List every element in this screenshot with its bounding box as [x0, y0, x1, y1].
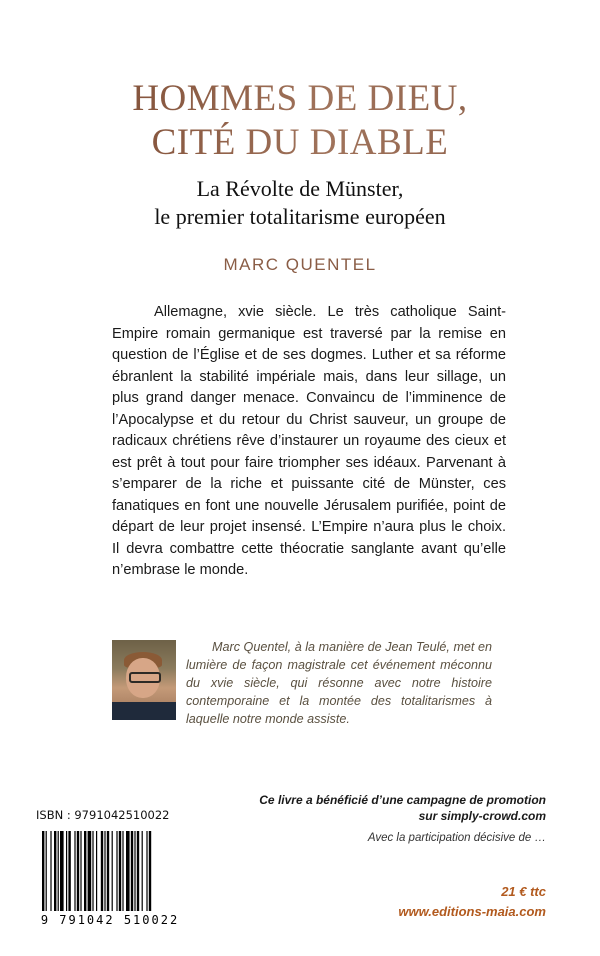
author-name: MARC QUENTEL [223, 255, 377, 274]
publisher-website: www.editions-maia.com [398, 904, 546, 919]
author-bio: Marc Quentel, à la manière de Jean Teulé, met en lumière de façon magistrale cet événement méconnu du xvie siècle, qui résonne avec notre histoire contemporaine et la montée des totalitarismes à laquelle notre monde assiste. [186, 640, 492, 726]
isbn-barcode [36, 829, 184, 930]
price-label: 21 € ttc [501, 884, 546, 899]
author-photo [112, 640, 176, 720]
promotion-line-1: Ce livre a bénéficié d’une campagne de promotion [259, 793, 546, 807]
subtitle-line-1: La Révolte de Münster, [196, 176, 404, 201]
book-title-line-2: CITÉ DU DIABLE [0, 121, 600, 164]
promotion-note [259, 792, 546, 824]
subtitle-line-2: le premier totalitarisme européen [154, 204, 446, 229]
promotion-line-2: sur simply-crowd.com [418, 809, 546, 823]
synopsis-paragraph: Allemagne, xvie siècle. Le très catholique Saint-Empire romain germanique est traversé par la remise en question de l’Église et de ses dogmes. Luther et sa réforme ébranlent la stabilité impériale mais, dans leur sillage, un plus grand danger menace. Convaincu de l’imminence de l’Apocalypse et du retour du Christ sauveur, un groupe de radicaux chrétiens rêve d’instaurer un royaume des cieux et est prêt à tout pour faire triompher ses idéaux. Parvenant à s’emparer de la riche et puissante cité de Münster, ces fanatiques en font une nouvelle Jérusalem purifiée, point de départ de leur projet insensé. L’Empire n’aura plus le choix. Il devra combattre cette théocratie sanglante avant qu’elle n’embrase le monde. [112, 304, 506, 578]
isbn-label: ISBN : 9791042510022 [36, 808, 170, 822]
participation-note: Avec la participation décisive de … [367, 832, 546, 844]
barcode-bars [36, 829, 184, 915]
book-title-line-1: HOMMES DE DIEU, [0, 77, 600, 120]
barcode-digits: 9 791042 510022 [40, 913, 180, 927]
